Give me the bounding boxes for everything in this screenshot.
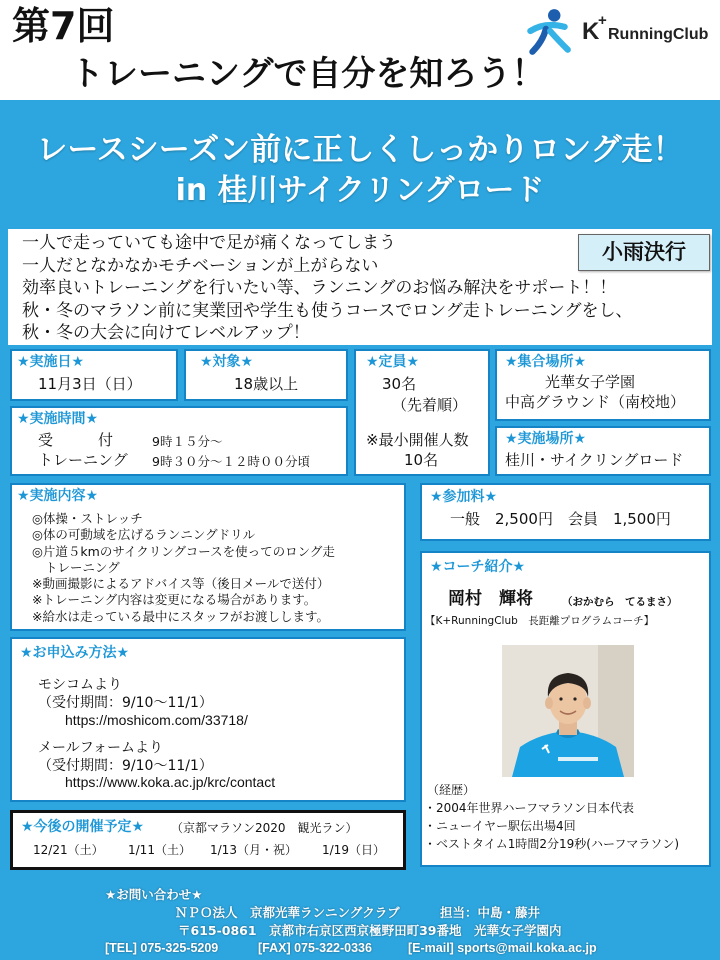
- coach-role: 【K+RunningClub 長距離プログラムコーチ】: [425, 615, 655, 627]
- apply-method-2-link[interactable]: https://www.koka.ac.jp/krc/contact: [65, 774, 276, 790]
- runner-head-shape: [548, 9, 560, 21]
- club-logo: [522, 6, 714, 58]
- logo-k: K: [582, 18, 600, 45]
- coach-reading: （おかむら てるまさ）: [562, 596, 678, 608]
- coach-name: 岡村 輝将: [448, 589, 533, 609]
- photo-eye-right: [573, 697, 576, 700]
- coach-career-item: ・ベストタイム1時間2分19秒(ハーフマラソン): [424, 837, 680, 851]
- photo-shirt-print: [558, 757, 598, 761]
- contact-org: ＮＰＯ法人 京都光華ランニングクラブ: [175, 905, 400, 920]
- coach-career-item: ・ニューイヤー駅伝出場4回: [424, 819, 576, 833]
- fee-heading: ★参加料★: [430, 489, 498, 505]
- capacity-note: （先着順）: [392, 396, 468, 414]
- list-item: ◎片道５kmのサイクリングコースを使ってのロング走: [32, 543, 335, 559]
- intro-line: 一人で走っていても途中で足が痛くなってしまう: [22, 233, 396, 253]
- capacity-min-label: ※最小開催人数: [366, 431, 469, 449]
- capacity-value: 30名: [382, 375, 417, 393]
- fee-box: [420, 483, 711, 541]
- time-reception-value: 9時１５分～: [152, 434, 223, 449]
- runner-icon: [522, 6, 574, 56]
- photo-ear-left: [545, 697, 553, 709]
- content-list: [32, 511, 335, 625]
- runner-back-leg-shape: [532, 29, 546, 52]
- target-box: [184, 349, 348, 401]
- list-item: ※給水は走っている最中にスタッフがお渡しします。: [32, 608, 329, 624]
- apply-method-1-link[interactable]: https://moshicom.com/33718/: [65, 712, 248, 728]
- schedule-heading: ★今後の開催予定★: [21, 819, 145, 835]
- schedule-box: [10, 810, 406, 870]
- meeting-line-2: 中高グラウンド（南校地）: [505, 393, 686, 411]
- apply-method-2-name: メールフォームより: [38, 740, 164, 756]
- contact-heading: ★お問い合わせ★: [105, 887, 203, 902]
- intro-line: 一人だとなかなかモチベーションが上がらない: [22, 255, 379, 276]
- schedule-note: （京都マラソン2020 観光ラン）: [171, 821, 358, 835]
- intro-text: [22, 232, 632, 345]
- target-value: 18歳以上: [234, 375, 299, 393]
- meeting-line-1: 光華女子学園: [545, 373, 636, 391]
- capacity-heading: ★定員★: [366, 354, 420, 370]
- contact-fax: [FAX] 075-322-0336: [258, 941, 372, 955]
- list-item: ◎体操・ストレッチ: [32, 511, 143, 526]
- intro-line: 秋・冬のマラソン前に実業団や学生も使うコースでロング走トレーニングをし、: [22, 300, 633, 321]
- coach-heading: ★コーチ紹介★: [430, 559, 526, 575]
- capacity-min-value: 10名: [404, 451, 439, 469]
- venue-box: [495, 426, 711, 476]
- coach-box: [420, 551, 711, 867]
- coach-photo: [502, 645, 634, 777]
- capacity-box: [354, 349, 490, 476]
- content-heading: ★実施内容★: [17, 488, 99, 504]
- time-reception-label: 受 付: [38, 431, 114, 449]
- date-box: [10, 349, 178, 401]
- edition-title: 第7回: [12, 4, 115, 48]
- target-heading: ★対象★: [200, 354, 254, 370]
- time-training-label: トレーニング: [38, 451, 128, 469]
- apply-box: [10, 637, 406, 802]
- venue-heading: ★実施場所★: [505, 431, 587, 447]
- schedule-date: 12/21（土）: [33, 843, 104, 857]
- rain-badge: 小雨決行: [578, 234, 710, 271]
- time-box: [10, 406, 348, 476]
- venue-value: 桂川・サイクリングロード: [505, 451, 684, 469]
- photo-eye-left: [559, 697, 562, 700]
- apply-heading: ★お申込み方法★: [20, 645, 130, 661]
- content-box: [10, 483, 406, 631]
- schedule-date: 1/11（土）: [128, 843, 191, 857]
- apply-method-1-name: モシコムより: [38, 677, 122, 693]
- list-item: ※動画撮影によるアドバイス等（後日メールで送付）: [32, 576, 330, 592]
- schedule-date: 1/19（日）: [322, 843, 385, 857]
- date-value: 11月3日（日）: [38, 375, 142, 393]
- apply-method-2-period: （受付期間：9/10～11/1）: [38, 758, 213, 774]
- contact-tel: [TEL] 075-325-5209: [105, 941, 219, 955]
- schedule-date: 1/13（月・祝）: [210, 843, 297, 857]
- runner-front-leg-shape: [550, 31, 568, 50]
- intro-line: 秋・冬の大会に向けてレベルアップ！: [22, 323, 310, 343]
- date-heading: ★実施日★: [17, 354, 85, 370]
- time-heading: ★実施時間★: [17, 411, 99, 427]
- banner-line-2: in 桂川サイクリングロード: [175, 173, 545, 208]
- time-training-value: 9時３０分～１２時００分頃: [152, 454, 310, 469]
- contact-staff: 担当：中島・藤井: [440, 905, 541, 920]
- apply-method-1-period: （受付期間：9/10～11/1）: [38, 695, 213, 711]
- list-item: トレーニング: [45, 559, 120, 575]
- photo-ear-right: [583, 697, 591, 709]
- intro-line: 効率良いトレーニングを行いたい等、ランニングのお悩み解決をサポート！！: [22, 278, 617, 298]
- logo-plus: +: [598, 12, 607, 29]
- banner-line-1: レースシーズン前に正しくしっかりロング走！: [36, 132, 684, 168]
- contact-email[interactable]: [E-mail] sports@mail.koka.ac.jp: [408, 941, 597, 955]
- contact-address: 〒615-0861 京都市右京区西京極野田町39番地 光華女子学園内: [178, 923, 562, 938]
- coach-career-label: （経歴）: [427, 783, 476, 797]
- list-item: ◎体の可動域を広げるランニングドリル: [32, 527, 256, 543]
- main-title: トレーニングで自分を知ろう！: [70, 54, 546, 94]
- meeting-box: [495, 349, 711, 421]
- list-item: ※トレーニング内容は変更になる場合があります。: [32, 592, 317, 608]
- fee-value: 一般 2,500円 会員 1,500円: [450, 510, 671, 528]
- coach-career-item: ・2004年世界ハーフマラソン日本代表: [424, 801, 634, 815]
- logo-name: RunningClub: [608, 26, 709, 43]
- meeting-heading: ★集合場所★: [505, 354, 587, 370]
